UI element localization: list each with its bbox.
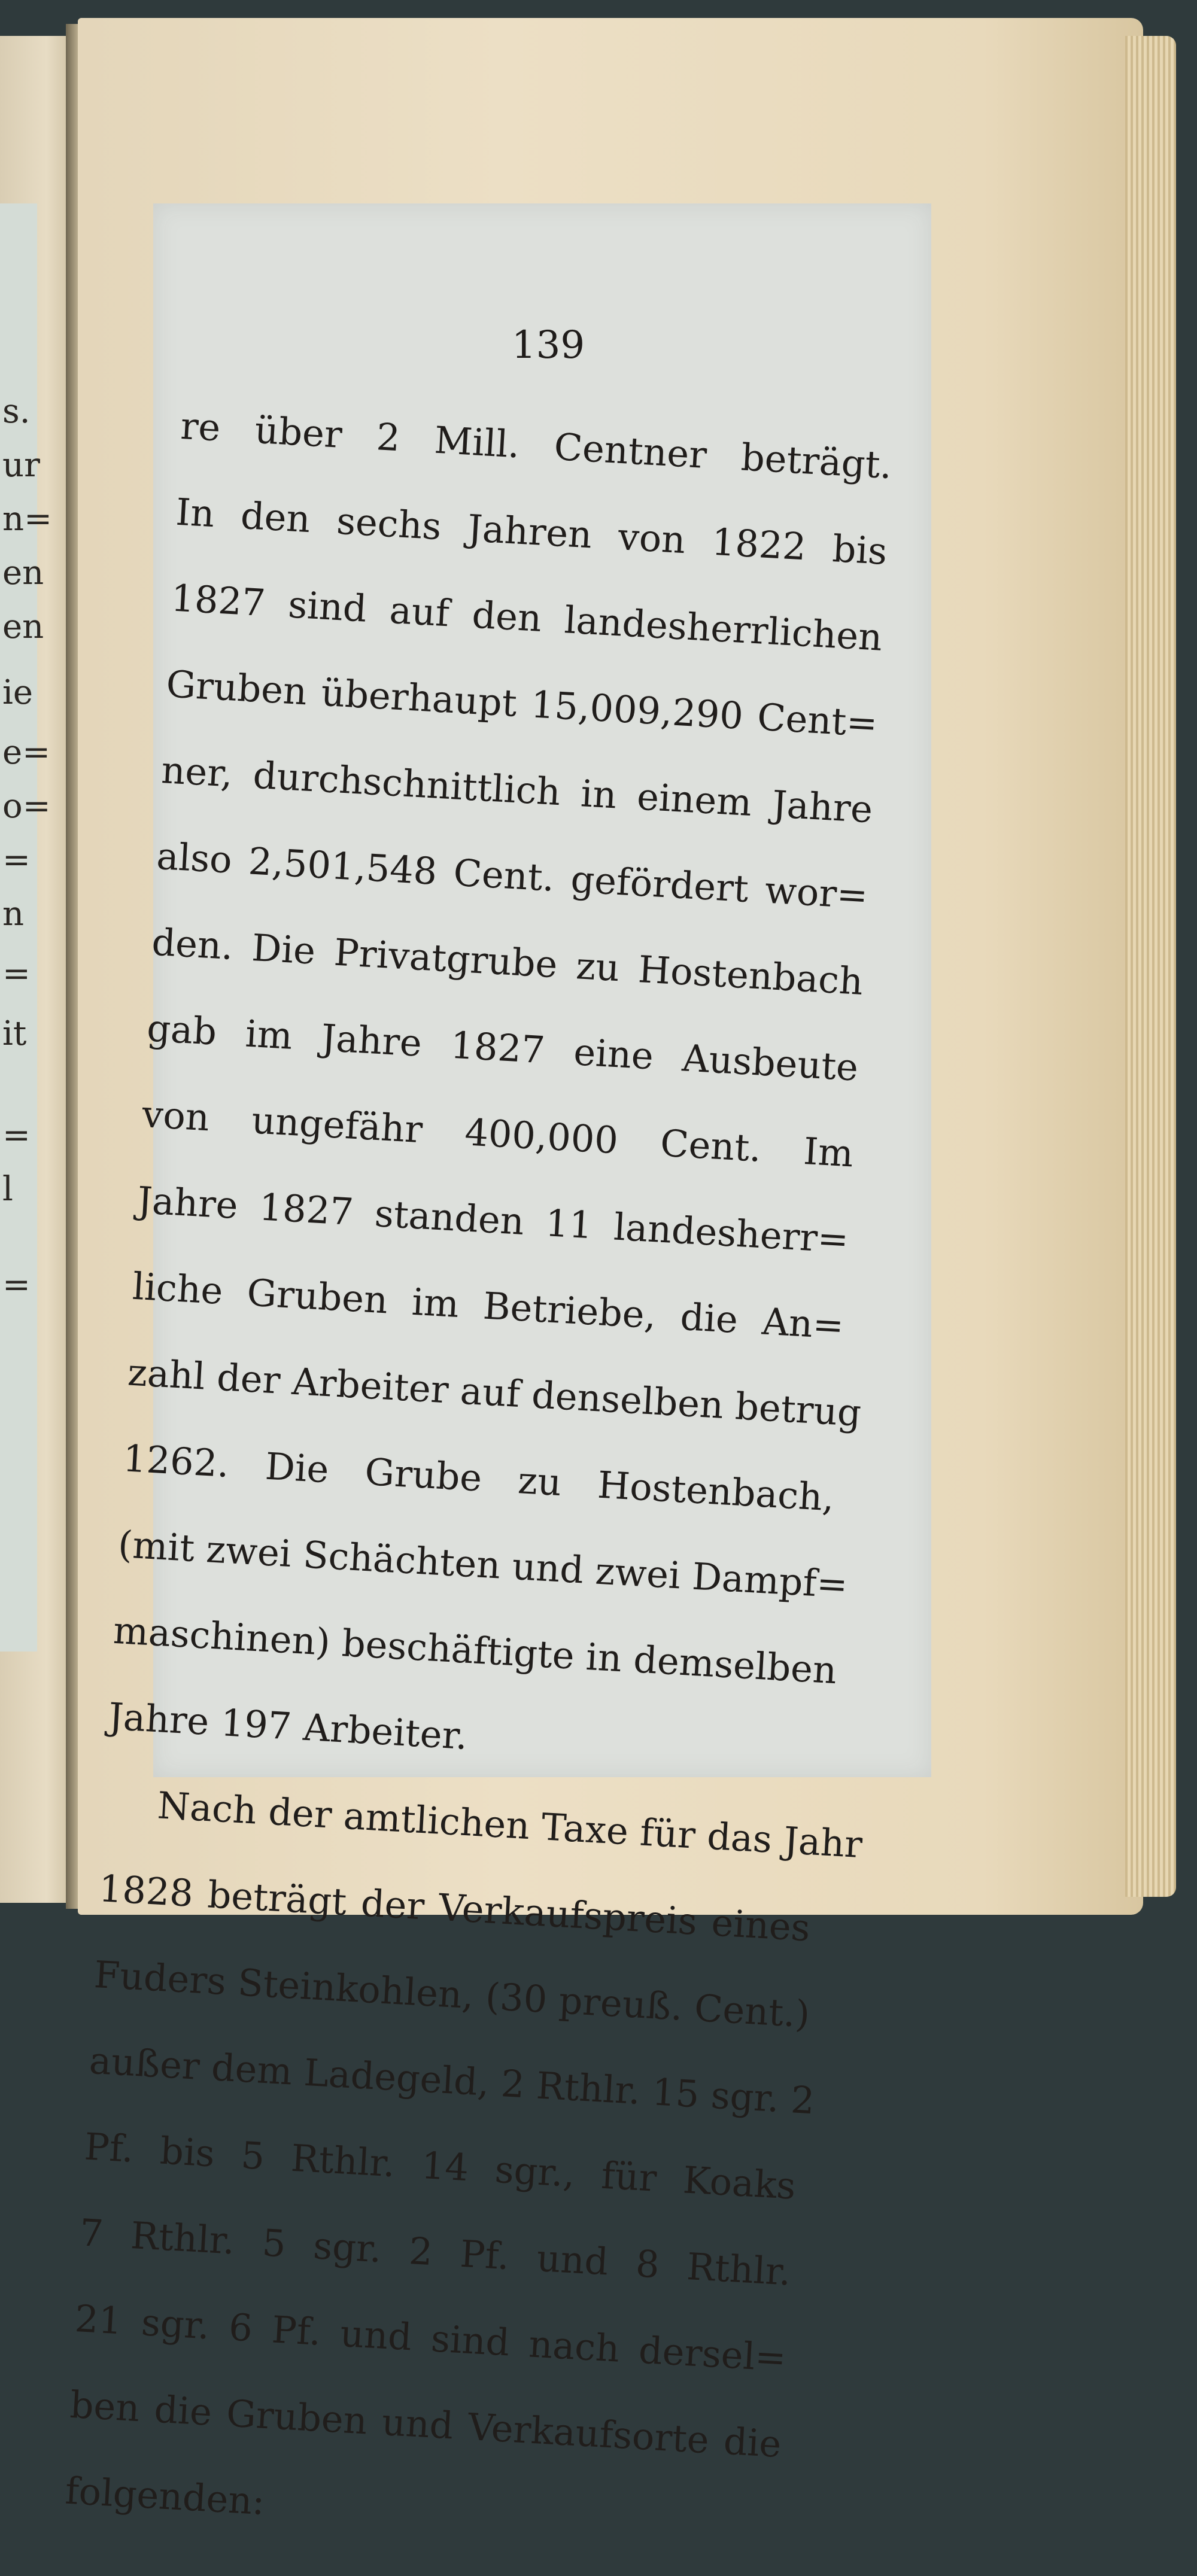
text-line: gab im Jahre 1827 eine Ausbeute [145,1006,859,1090]
text-line: den. Die Privatgrube zu Hostenbach [150,920,864,1003]
text-line: ben die Gruben und Verkaufsorte die [69,2382,783,2466]
left-text-fragment: e= [2,733,51,772]
left-text-fragment: en [2,607,44,646]
text-line: 7 Rthlr. 5 sgr. 2 Pf. und 8 Rthlr. [78,2210,792,2294]
text-line: zahl der Arbeiter auf denselben betrug [126,1350,862,1435]
left-text-fragment: ur [2,446,40,485]
text-line: Pf. bis 5 Rthlr. 14 sgr., für Koaks [83,2124,797,2208]
text-line: Jahre 1827 standen 11 landesherr= [136,1178,850,1262]
left-text-fragment: = [2,1266,31,1304]
left-text-fragment: n= [2,500,52,539]
left-page-inset [0,203,52,1652]
text-line: 1828 beträgt der Verkaufspreis eines [98,1866,812,1950]
left-text-fragment: = [2,954,31,993]
left-text-fragment: n [2,895,25,933]
text-line: Fuders Steinkohlen, (30 preuß. Cent.) [93,1952,811,2036]
text-line: 1262. Die Grube zu Hostenbach, [121,1436,836,1520]
left-text-fragment: = [2,841,31,880]
left-text-fragment: en [2,553,44,592]
left-text-fragment: l [2,1170,13,1209]
text-line: außer dem Ladegeld, 2 Rthlr. 15 sgr. 2 [88,2038,816,2123]
page-edges [1125,36,1176,1897]
left-text-fragment: it [2,1014,27,1053]
right-book-page [64,18,1143,2524]
page-number: 139 [511,323,585,367]
text-line: maschinen) beschäftigte in demselben [112,1608,838,1693]
text-line: Jahre 197 Arbeiter. [107,1694,469,1758]
text-line: von ungefähr 400,000 Cent. Im [141,1092,855,1176]
text-line: liche Gruben im Betriebe, die An= [131,1264,845,1348]
text-line: Nach der amtlichen Taxe für das Jahr [156,1783,864,1867]
scanned-text-page [64,203,931,2524]
text-line: 1827 sind auf den landesherrlichen [169,576,884,659]
left-text-fragment: ie [2,673,34,712]
text-line: re über 2 Mill. Centner beträgt. [179,403,894,488]
text-line: In den sechs Jahren von 1822 bis [174,489,889,574]
text-line: folgenden: [64,2468,266,2524]
text-line: Gruben überhaupt 15,009,290 Cent= [165,662,879,746]
text-line: 21 sgr. 6 Pf. und sind nach dersel= [74,2297,788,2380]
left-text-fragment: o= [2,787,51,826]
left-text-fragment: = [2,1116,31,1155]
text-line: also 2,501,548 Cent. gefördert wor= [155,834,869,918]
left-text-fragment: s. [2,392,31,431]
body-text [63,383,930,2575]
text-line: (mit zwei Schächten und zwei Dampf= [117,1522,849,1607]
text-line: ner, durchschnittlich in einem Jahre [160,748,874,832]
